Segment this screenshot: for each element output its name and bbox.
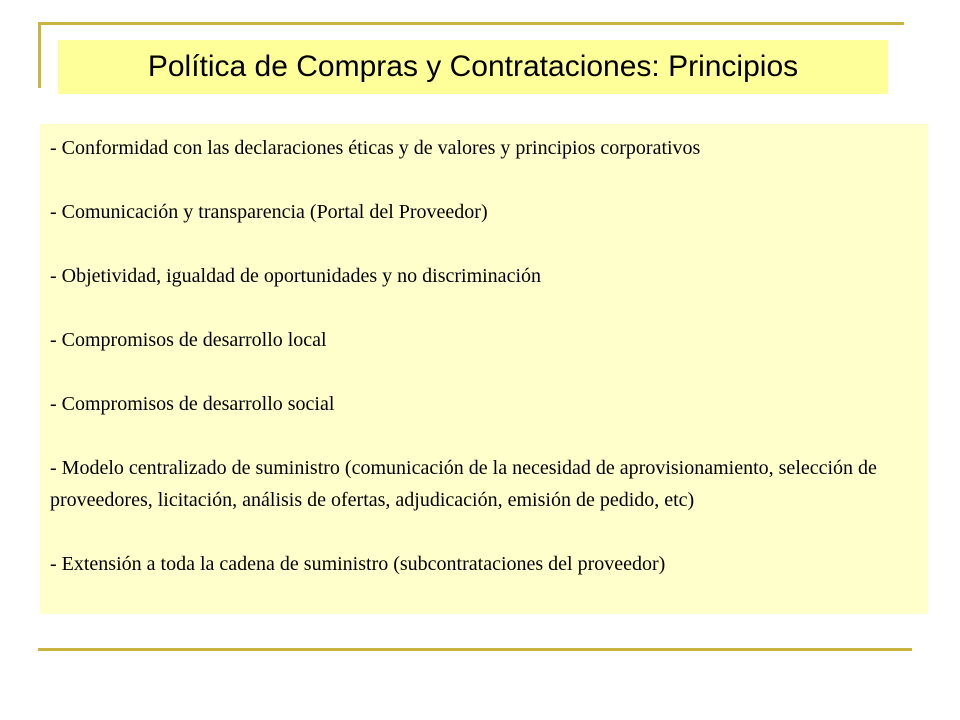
content-box bbox=[40, 124, 928, 614]
bottom-rule bbox=[38, 648, 912, 651]
left-rule bbox=[38, 22, 41, 88]
principle-item-local-development: - Compromisos de desarrollo local bbox=[50, 329, 327, 351]
principle-item-transparency: - Comunicación y transparencia (Portal del Proveedor) bbox=[50, 201, 488, 223]
principle-item-objectivity: - Objetividad, igualdad de oportunidades y no discriminación bbox=[50, 265, 541, 287]
principles-list bbox=[50, 132, 926, 580]
title-box bbox=[58, 40, 888, 94]
principle-item-social-development: - Compromisos de desarrollo social bbox=[50, 393, 335, 415]
principle-item-supply-chain: - Extensión a toda la cadena de suministro (subcontrataciones del proveedor) bbox=[50, 553, 666, 575]
principle-item-ethics: - Conformidad con las declaraciones éticas y de valores y principios corporativos bbox=[50, 137, 701, 159]
slide-title: Política de Compras y Contrataciones: Principios bbox=[147, 50, 799, 83]
top-rule bbox=[38, 22, 904, 25]
principle-item-centralized-model: - Modelo centralizado de suministro (comunicación de la necesidad de aprovisionamiento, selección de proveedores, licitación, análisis de ofertas, adjudicación, emisión de pedido, etc) bbox=[50, 457, 877, 511]
